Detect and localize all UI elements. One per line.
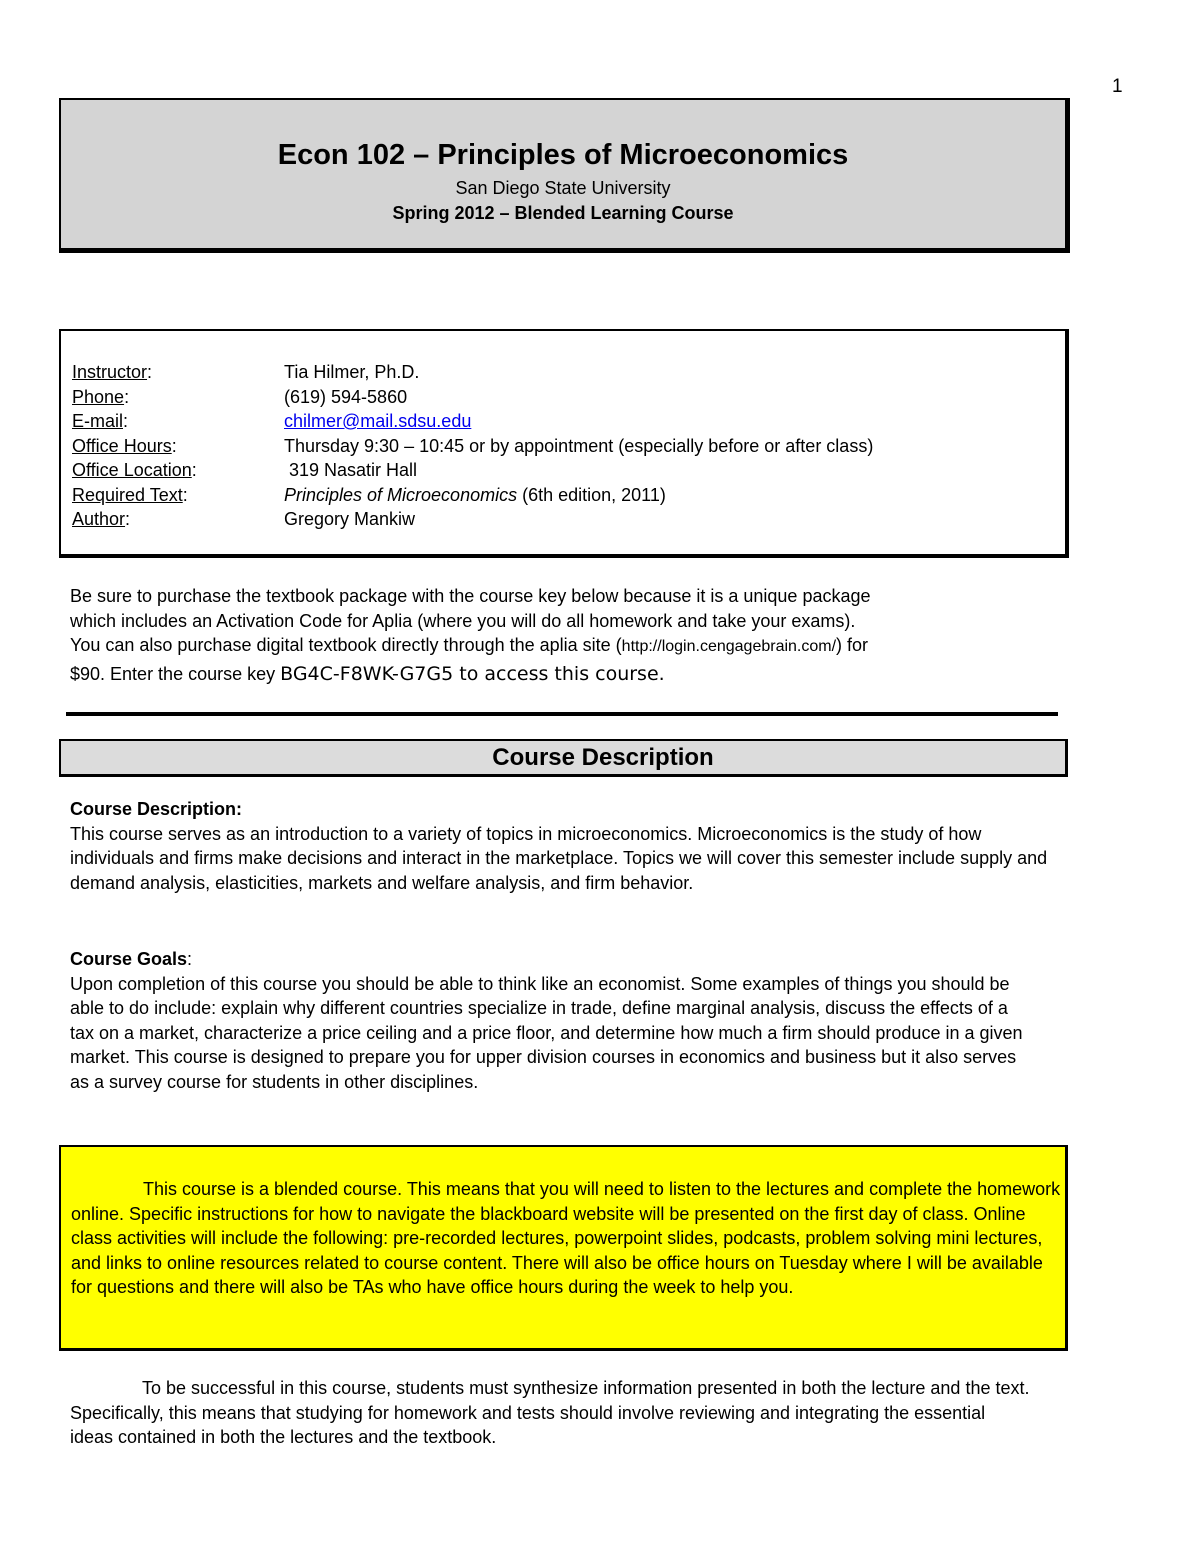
instructor-label: Instructor [72, 362, 148, 382]
office-location-label: Office Location [72, 460, 192, 480]
office-hours-label: Office Hours [72, 436, 172, 456]
course-goals-block: Course Goals: Upon completion of this course you should be able to think like an economist. Some examples of things you should be able to do include: explain why different countries specialize in trade, define marginal analysis, discuss the effects of a tax on a market, characterize a price ceiling and a price floor, and determine how much a firm should produce in a given market. This course is designed to prepare you for upper division courses in economics and business but it also serves as a survey course for students in other disciplines. [70, 947, 1070, 1095]
course-goals-heading: Course Goals [70, 949, 188, 969]
section-title: Course Description [492, 744, 714, 771]
blended-course-notice [59, 1145, 1068, 1351]
course-goals-text: Upon completion of this course you should be able to think like an economist. Some examples of things you should be able to do include: explain why different countries specialize in trade, define marginal analysis, discuss the effects of a tax on a market, characterize a price ceiling and a price floor, and determine how much a firm should produce in a given market. This course is designed to prepare you for upper division courses in economics and business but it also serves as a survey course for students in other disciplines. [70, 973, 1023, 1092]
section-header-box [59, 739, 1068, 777]
course-term: Spring 2012 – Blended Learning Course [392, 203, 734, 223]
author-value: Gregory Mankiw [284, 509, 416, 529]
course-key: BG4C-F8WK-G7G5 [280, 662, 454, 685]
required-text-label: Required Text [72, 485, 183, 505]
purchase-paragraph: Be sure to purchase the textbook package with the course key below because it is a unique package which includes an Activation Code for Aplia (where you will do all homework and take your exams). You can also purchase digital textbook directly through the aplia site (http://login.cengagebrain.com/) for $90. Enter the course key BG4C-F8WK-G7G5 to access this course. [70, 586, 871, 685]
phone-value: (619) 594-5860 [284, 387, 408, 407]
course-description-block [70, 797, 1070, 895]
course-description-text: This course serves as an introduction to a variety of topics in microeconomics. Microeconomics is the study of how individuals and firms make decisions and interact in the marketplace. Topics we will cover this semester include supply and demand analysis, elasticities, markets and welfare analysis, and firm behavior. [70, 823, 1048, 893]
instructor-info-box: Instructor: Tia Hilmer, Ph.D. Phone: (619) 594-5860 E-mail: chilmer@mail.sdsu.edu Office Hours: Thursday 9:30 – 10:45 or by appointment (especially before or after class) Office Location: 319 Nasatir Hall Required Text: Principles of Microeconomics (6th edition, 2011) Author: Gregory Mankiw [59, 329, 1069, 558]
office-location-value: 319 Nasatir Hall [289, 460, 418, 480]
office-hours-value: Thursday 9:30 – 10:45 or by appointment (especially before or after class) [284, 436, 874, 456]
university-name: San Diego State University [455, 178, 671, 198]
aplia-url-link[interactable]: http://login.cengagebrain.com/ [621, 638, 837, 656]
success-paragraph: To be successful in this course, students must synthesize information presented in both the lecture and the text. Specifically, this means that studying for homework and tests should involve reviewing and integrating the essential ideas contained in both the lectures and the textbook. [70, 1378, 1030, 1448]
course-title: Econ 102 – Principles of Microeconomics [277, 139, 849, 171]
required-text-title: Principles of Microeconomics [284, 485, 518, 505]
phone-label: Phone [72, 387, 125, 407]
blended-course-text: This course is a blended course. This means that you will need to listen to the lectures and complete the homework online. Specific instructions for how to navigate the blackboard website will be presented on the first day of class. Online class activities will include the following: pre-recorded lectures, powerpoint slides, podcasts, problem solving mini lectures, and links to online resources related to course content. There will also be office hours on Tuesday where I will be available for questions and there will also be TAs who have office hours during the week to help you. [71, 1179, 1061, 1298]
page-number: 1 [1112, 76, 1123, 97]
required-text-edition: (6th edition, 2011) [522, 485, 666, 505]
email-link[interactable]: chilmer@mail.sdsu.edu [284, 411, 472, 431]
email-label: E-mail [72, 411, 124, 431]
instructor-value: Tia Hilmer, Ph.D. [284, 362, 420, 382]
author-label: Author [72, 509, 126, 529]
divider [66, 712, 1058, 716]
course-title-box [59, 98, 1070, 253]
course-description-heading: Course Description: [70, 799, 243, 819]
